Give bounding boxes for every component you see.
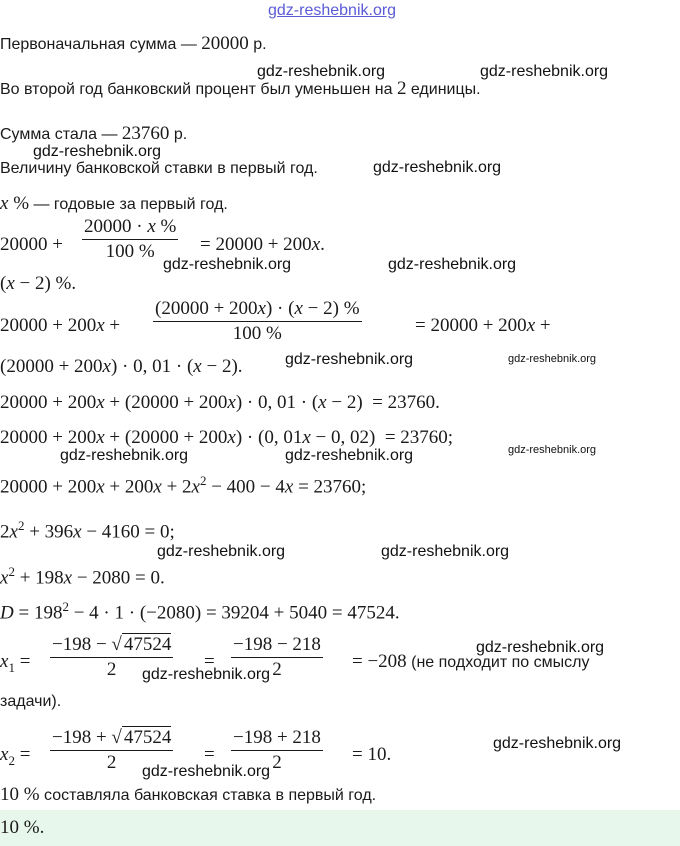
watermark: gdz-reshebnik.org <box>163 256 292 273</box>
fraction-2: (20000 + 200x) · (x − 2) % 100 % <box>155 298 360 344</box>
x2-value: = 10. <box>352 744 392 765</box>
equation-2-right: = 20000 + 200x + <box>415 315 551 336</box>
watermark: gdz-reshebnik.org <box>508 444 597 456</box>
line-task-note: задачи). <box>0 693 62 710</box>
equation-5: $20000 + 200x + 200x + 2x^2 - 400 - 4x = 23760$; <box>0 473 367 498</box>
watermark-top[interactable]: gdz-reshebnik.org <box>268 2 397 19</box>
equals-sign: = <box>204 651 215 672</box>
discriminant: $D = 198^2 - 4 \cdot 1 \cdot (-2080) = 39204 + 5040 = 47524$. <box>0 599 400 624</box>
fraction-x2-b: −198 + 218 2 <box>233 727 321 773</box>
line-final-sum: Сумма стала — 23760 р. <box>0 123 188 144</box>
line-let-x: x % — годовые за первый год. <box>0 193 228 214</box>
equation-2-cont: (20000 + 200x) · 0, 01 · (x − 2). <box>0 356 243 377</box>
equation-6: $2x^2 + 396x - 4160 = 0$; <box>0 518 175 543</box>
watermark: gdz-reshebnik.org <box>476 639 605 656</box>
fraction-1: 20000 · x % 100 % <box>84 216 177 262</box>
answer-text: 10 %. <box>0 817 45 838</box>
watermark: gdz-reshebnik.org <box>508 353 597 365</box>
equation-1-left: 20000 + <box>0 234 63 255</box>
line-percent-decrease: Во второй год банковский процент был уменьшен на 2 единицы. <box>0 78 481 99</box>
watermark: gdz-reshebnik.org <box>381 543 510 560</box>
answer-box <box>0 810 680 846</box>
x1-value: = −208 (не подходит по смыслу <box>352 651 590 672</box>
watermark: gdz-reshebnik.org <box>285 447 414 464</box>
equation-1-right: = 20000 + 200x. <box>200 234 325 255</box>
equation-3: 20000 + 200x + (20000 + 200x) · 0, 01 · (x − 2) = 23760. <box>0 392 440 413</box>
equation-4: 20000 + 200x + (20000 + 200x) · (0, 01x − 0, 02) = 23760; <box>0 427 454 448</box>
line-second-rate: (x − 2) %. <box>0 273 77 294</box>
watermark: gdz-reshebnik.org <box>60 447 189 464</box>
watermark: gdz-reshebnik.org <box>480 63 609 80</box>
watermark: gdz-reshebnik.org <box>257 63 386 80</box>
x2-label: $x_2$ = <box>0 744 31 768</box>
line-conclusion: 10 % составляла банковская ставка в первый год. <box>0 784 377 805</box>
fraction-x1-b: −198 − 218 2 <box>233 634 321 680</box>
x1-label: $x_1$ = <box>0 651 31 675</box>
equals-sign: = <box>204 744 215 765</box>
line-initial-sum: Первоначальная сумма — 20000 р. <box>0 33 267 54</box>
watermark: gdz-reshebnik.org <box>33 143 162 160</box>
watermark: gdz-reshebnik.org <box>493 735 622 752</box>
watermark: gdz-reshebnik.org <box>142 763 271 780</box>
equation-7: $x^2 + 198x - 2080 = 0$. <box>0 564 165 589</box>
line-find: Величину банковской ставки в первый год. <box>0 160 318 177</box>
watermark: gdz-reshebnik.org <box>373 159 502 176</box>
fraction-x2-a: −198 + √ 47524 2 <box>52 727 172 773</box>
equation-2-left: 20000 + 200x + <box>0 315 121 336</box>
watermark: gdz-reshebnik.org <box>388 256 517 273</box>
watermark: gdz-reshebnik.org <box>142 666 271 683</box>
watermark: gdz-reshebnik.org <box>157 543 286 560</box>
watermark: gdz-reshebnik.org <box>285 351 414 368</box>
fraction-x1-a: −198 − √ 47524 2 <box>52 634 172 680</box>
